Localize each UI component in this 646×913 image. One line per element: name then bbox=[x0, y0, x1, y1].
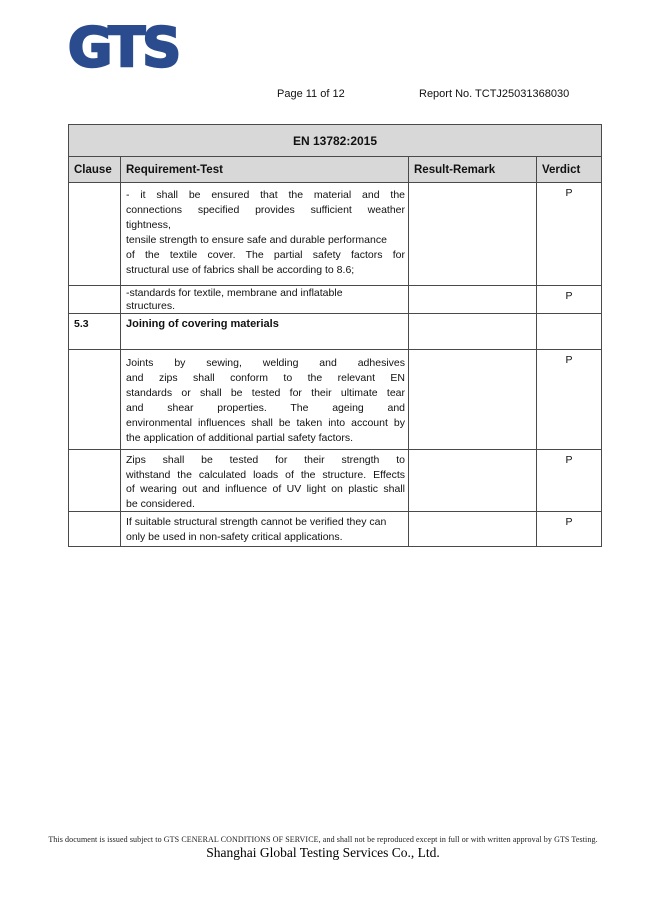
requirement-text-line: the application of additional partial safety factors. bbox=[126, 432, 354, 444]
requirement-text-line: Zips shall be tested for their strength to bbox=[126, 454, 405, 466]
col-header-requirement: Requirement-Test bbox=[121, 157, 409, 183]
col-header-result: Result-Remark bbox=[409, 157, 537, 183]
clause-cell bbox=[69, 183, 121, 286]
requirement-cell bbox=[121, 512, 409, 547]
requirement-text-line: Joining of covering materials bbox=[126, 318, 279, 330]
clause-cell: 5.3 bbox=[69, 314, 121, 350]
requirement-cell bbox=[121, 314, 409, 350]
requirement-text-line: connections specified provides sufficient weather bbox=[126, 204, 405, 216]
requirement-text-line: Joints by sewing, welding and adhesives bbox=[126, 357, 405, 369]
result-remark-cell bbox=[409, 183, 537, 286]
requirement-text-line: If suitable structural strength cannot be verified they can bbox=[126, 516, 387, 528]
requirement-cell bbox=[121, 286, 409, 314]
verdict-cell: P bbox=[537, 350, 602, 450]
col-header-verdict: Verdict bbox=[537, 157, 602, 183]
table-row bbox=[69, 183, 602, 286]
gts-logo-text: GTS bbox=[68, 18, 179, 76]
clause-cell bbox=[69, 450, 121, 512]
requirement-text-line: -standards for textile, membrane and inflatable bbox=[126, 287, 343, 299]
requirement-cell bbox=[121, 350, 409, 450]
requirement-text-line: be considered. bbox=[126, 497, 195, 510]
clause-cell bbox=[69, 512, 121, 547]
table-header-row bbox=[69, 157, 602, 183]
test-results-table bbox=[68, 124, 602, 547]
col-header-clause: Clause bbox=[69, 157, 121, 183]
result-remark-cell bbox=[409, 286, 537, 314]
requirement-text-line: environmental influences shall be taken into account by bbox=[126, 417, 405, 429]
report-number-label: Report No. TCTJ25031368030 bbox=[419, 88, 570, 100]
requirement-text-line: - it shall be ensured that the material and the bbox=[126, 189, 405, 201]
table-row bbox=[69, 450, 602, 512]
result-remark-cell bbox=[409, 450, 537, 512]
requirement-text-line: of the textile cover. The partial safety factors for bbox=[126, 249, 405, 261]
table-row bbox=[69, 314, 602, 350]
requirement-cell bbox=[121, 450, 409, 512]
result-remark-cell bbox=[409, 512, 537, 547]
verdict-cell: P bbox=[537, 450, 602, 512]
footer-disclaimer: This document is issued subject to GTS CENERAL CONDITIONS OF SERVICE, and shall not be reproduced except in full or with written approval by GTS Testing. bbox=[48, 835, 598, 844]
requirement-text-line: tensile strength to ensure safe and durable performance bbox=[126, 234, 387, 246]
result-remark-cell bbox=[409, 314, 537, 350]
table-row bbox=[69, 350, 602, 450]
verdict-cell: P bbox=[537, 512, 602, 547]
result-remark-cell bbox=[409, 350, 537, 450]
clause-cell bbox=[69, 350, 121, 450]
table-row bbox=[69, 286, 602, 314]
table-row bbox=[69, 512, 602, 547]
requirement-text-line: structural use of fabrics shall be according to 8.6; bbox=[126, 264, 355, 276]
requirement-cell bbox=[121, 183, 409, 286]
verdict-cell: P bbox=[537, 183, 602, 286]
page-footer bbox=[0, 835, 646, 861]
requirement-text-line: and zips shall conform to the relevant EN bbox=[126, 372, 405, 384]
verdict-cell bbox=[537, 314, 602, 350]
requirement-text-line: only be used in non-safety critical applications. bbox=[126, 530, 343, 543]
page-number-label: Page 11 of 12 bbox=[277, 88, 345, 100]
clause-cell bbox=[69, 286, 121, 314]
requirement-text-line: tightness, bbox=[126, 219, 171, 231]
requirement-text-line: standards or shall be tested for their ultimate tear bbox=[126, 387, 405, 399]
table-title: EN 13782:2015 bbox=[69, 125, 602, 157]
requirement-text-line: and shear properties. The ageing and bbox=[126, 402, 405, 414]
gts-logo-image bbox=[66, 18, 216, 76]
requirement-text-line: structures. bbox=[126, 300, 176, 312]
gts-logo bbox=[66, 18, 216, 76]
requirement-text-line: of wearing out and influence of UV light on plastic shall bbox=[126, 483, 405, 495]
verdict-cell: P bbox=[537, 286, 602, 314]
requirement-text-line: withstand the calculated loads of the structure. Effects bbox=[126, 468, 405, 481]
footer-company-name: Shanghai Global Testing Services Co., Ltd. bbox=[206, 845, 440, 860]
table-title-row bbox=[69, 125, 602, 157]
